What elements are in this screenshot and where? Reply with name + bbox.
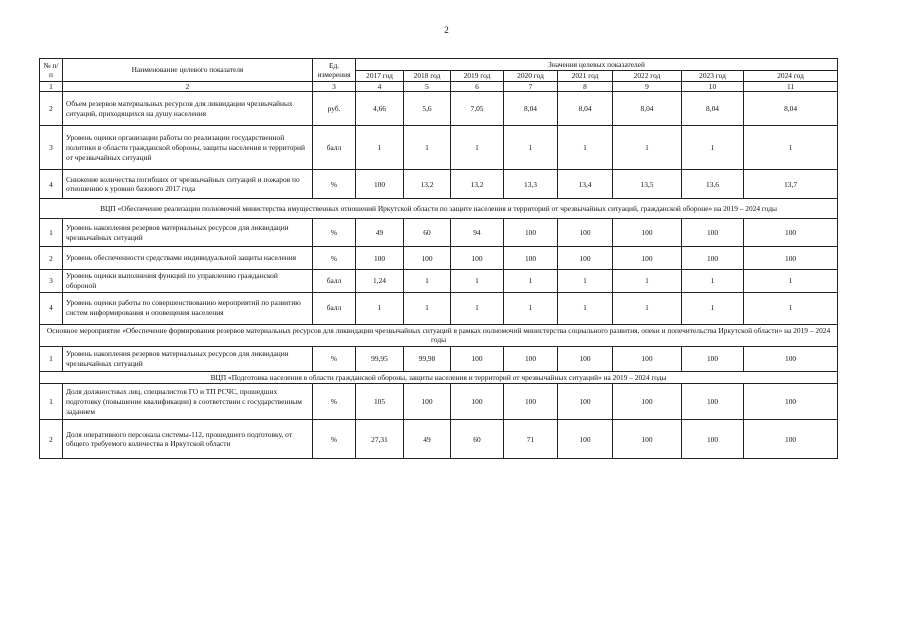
value-cell: 13,3 — [504, 170, 558, 199]
value-cell: 1 — [744, 292, 838, 324]
indicator-name: Объем резервов материальных ресурсов для ликвидации чрезвычайных ситуаций, приходящихся на душу населения — [63, 92, 313, 126]
value-cell: 1 — [682, 270, 744, 292]
value-cell: 100 — [451, 247, 504, 270]
value-cell: 105 — [356, 384, 404, 420]
column-numbers-row — [40, 82, 838, 92]
value-cell: 1 — [356, 292, 404, 324]
unit-cell: балл — [313, 126, 356, 170]
value-cell: 100 — [682, 384, 744, 420]
header-year: 2019 год — [451, 71, 504, 82]
value-cell: 100 — [504, 384, 558, 420]
column-number: 10 — [682, 82, 744, 92]
section-title: ВЦП «Обеспечение реализации полномочий министерства имущественных отношений Иркутской области по защите населения и территорий от чрезвычайных ситуаций, гражданской обороне» на 2019 – 2024 годы — [40, 199, 838, 219]
value-cell: 1 — [558, 126, 613, 170]
column-number: 8 — [558, 82, 613, 92]
header-year: 2021 год — [558, 71, 613, 82]
value-cell: 100 — [504, 247, 558, 270]
row-number: 2 — [40, 247, 63, 270]
column-number: 6 — [451, 82, 504, 92]
value-cell: 100 — [613, 420, 682, 459]
value-cell: 1 — [404, 292, 451, 324]
value-cell: 100 — [744, 346, 838, 371]
value-cell: 100 — [558, 346, 613, 371]
column-number: 9 — [613, 82, 682, 92]
indicator-name: Уровень накопления резервов материальных ресурсов для ликвидации чрезвычайных ситуаций — [63, 346, 313, 371]
value-cell: 13,4 — [558, 170, 613, 199]
value-cell: 71 — [504, 420, 558, 459]
section-row — [40, 324, 838, 346]
value-cell: 1 — [744, 126, 838, 170]
value-cell: 1 — [558, 292, 613, 324]
value-cell: 100 — [682, 420, 744, 459]
value-cell: 13,7 — [744, 170, 838, 199]
value-cell: 13,5 — [613, 170, 682, 199]
value-cell: 7,05 — [451, 92, 504, 126]
row-number: 2 — [40, 420, 63, 459]
unit-cell: балл — [313, 292, 356, 324]
header-year: 2024 год — [744, 71, 838, 82]
value-cell: 8,04 — [682, 92, 744, 126]
value-cell: 1 — [451, 292, 504, 324]
value-cell: 13,2 — [404, 170, 451, 199]
unit-cell: % — [313, 247, 356, 270]
indicator-name: Уровень обеспеченности средствами индивидуальной защиты населения — [63, 247, 313, 270]
value-cell: 100 — [613, 384, 682, 420]
indicator-name: Доля должностных лиц, специалистов ГО и ТП РСЧС, прошедших подготовку (повышение квалификации) в соответствии с государственным заданием — [63, 384, 313, 420]
indicator-name: Доля оперативного персонала системы-112, прошедшего подготовку, от общего требуемого количества в Иркутской области — [63, 420, 313, 459]
header-name: Наименование целевого показателя — [63, 59, 313, 82]
column-number: 5 — [404, 82, 451, 92]
value-cell: 100 — [504, 346, 558, 371]
indicator-row — [40, 346, 838, 371]
column-number: 4 — [356, 82, 404, 92]
value-cell: 100 — [682, 247, 744, 270]
indicator-row — [40, 126, 838, 170]
value-cell: 60 — [404, 219, 451, 247]
value-cell: 5,6 — [404, 92, 451, 126]
header-unit: Ед. измерения — [313, 59, 356, 82]
value-cell: 1 — [613, 126, 682, 170]
row-number: 1 — [40, 346, 63, 371]
header-num: № п/п — [40, 59, 63, 82]
row-number: 3 — [40, 126, 63, 170]
unit-cell: % — [313, 346, 356, 371]
value-cell: 100 — [451, 346, 504, 371]
row-number: 1 — [40, 219, 63, 247]
indicator-row — [40, 270, 838, 292]
indicator-row — [40, 219, 838, 247]
section-title: ВЦП «Подготовка населения в области гражданской обороны, защиты населения и территорий от чрезвычайных ситуаций» на 2019 – 2024 годы — [40, 371, 838, 384]
indicator-row — [40, 92, 838, 126]
value-cell: 8,04 — [558, 92, 613, 126]
header-year: 2020 год — [504, 71, 558, 82]
column-number: 1 — [40, 82, 63, 92]
section-row — [40, 199, 838, 219]
value-cell: 1 — [404, 126, 451, 170]
value-cell: 1 — [558, 270, 613, 292]
value-cell: 8,04 — [744, 92, 838, 126]
header-row — [40, 59, 838, 71]
section-title: Основное мероприятие «Обеспечение формирования резервов материальных ресурсов для ликвидации чрезвычайных ситуаций в рамках полномочий министерства социального развития, опеки и попечительства Иркутской области» на 2019 – 2024 годы — [40, 324, 838, 346]
value-cell: 100 — [682, 219, 744, 247]
indicator-name: Уровень оценки выполнения функций по управлению гражданской обороной — [63, 270, 313, 292]
indicator-row — [40, 420, 838, 459]
column-number: 3 — [313, 82, 356, 92]
row-number: 2 — [40, 92, 63, 126]
value-cell: 13,2 — [451, 170, 504, 199]
row-number: 4 — [40, 292, 63, 324]
value-cell: 100 — [404, 384, 451, 420]
value-cell: 100 — [744, 219, 838, 247]
value-cell: 1 — [613, 270, 682, 292]
column-number: 11 — [744, 82, 838, 92]
value-cell: 1,24 — [356, 270, 404, 292]
section-row — [40, 371, 838, 384]
indicators-table — [39, 58, 838, 459]
row-number: 1 — [40, 384, 63, 420]
value-cell: 1 — [451, 126, 504, 170]
indicator-name: Снижение количества погибших от чрезвычайных ситуаций и пожаров по отношению к уровню базового 2017 года — [63, 170, 313, 199]
value-cell: 100 — [744, 247, 838, 270]
unit-cell: % — [313, 219, 356, 247]
value-cell: 1 — [504, 292, 558, 324]
indicator-row — [40, 292, 838, 324]
value-cell: 60 — [451, 420, 504, 459]
value-cell: 100 — [356, 170, 404, 199]
header-year: 2022 год — [613, 71, 682, 82]
value-cell: 8,04 — [504, 92, 558, 126]
value-cell: 100 — [744, 420, 838, 459]
value-cell: 100 — [613, 247, 682, 270]
value-cell: 100 — [682, 346, 744, 371]
value-cell: 49 — [356, 219, 404, 247]
value-cell: 100 — [558, 247, 613, 270]
row-number: 3 — [40, 270, 63, 292]
value-cell: 100 — [558, 384, 613, 420]
value-cell: 1 — [682, 126, 744, 170]
value-cell: 1 — [356, 126, 404, 170]
value-cell: 99,95 — [356, 346, 404, 371]
value-cell: 1 — [451, 270, 504, 292]
value-cell: 100 — [356, 247, 404, 270]
unit-cell: балл — [313, 270, 356, 292]
value-cell: 8,04 — [613, 92, 682, 126]
indicator-name: Уровень накопления резервов материальных ресурсов для ликвидации чрезвычайных ситуаций — [63, 219, 313, 247]
unit-cell: руб. — [313, 92, 356, 126]
page-number: 2 — [444, 25, 449, 35]
indicator-row — [40, 384, 838, 420]
value-cell: 1 — [613, 292, 682, 324]
indicator-row — [40, 170, 838, 199]
value-cell: 99,98 — [404, 346, 451, 371]
unit-cell: % — [313, 384, 356, 420]
value-cell: 100 — [504, 219, 558, 247]
value-cell: 1 — [682, 292, 744, 324]
indicator-name: Уровень оценки организации работы по реализации государственной политики в области гражданской обороны, защиты населения и территорий от чрезвычайных ситуаций — [63, 126, 313, 170]
value-cell: 27,31 — [356, 420, 404, 459]
value-cell: 100 — [558, 219, 613, 247]
value-cell: 100 — [613, 219, 682, 247]
header-values-title: Значения целевых показателей — [356, 59, 838, 71]
value-cell: 1 — [404, 270, 451, 292]
value-cell: 100 — [558, 420, 613, 459]
value-cell: 100 — [451, 384, 504, 420]
value-cell: 13,6 — [682, 170, 744, 199]
unit-cell: % — [313, 170, 356, 199]
header-year: 2017 год — [356, 71, 404, 82]
value-cell: 100 — [404, 247, 451, 270]
indicator-name: Уровень оценки работы по совершенствованию мероприятий по развитию систем информирования и оповещения населения — [63, 292, 313, 324]
value-cell: 1 — [504, 270, 558, 292]
value-cell: 1 — [744, 270, 838, 292]
value-cell: 1 — [504, 126, 558, 170]
value-cell: 49 — [404, 420, 451, 459]
value-cell: 4,66 — [356, 92, 404, 126]
header-year: 2023 год — [682, 71, 744, 82]
column-number: 2 — [63, 82, 313, 92]
value-cell: 100 — [744, 384, 838, 420]
column-number: 7 — [504, 82, 558, 92]
value-cell: 100 — [613, 346, 682, 371]
value-cell: 94 — [451, 219, 504, 247]
row-number: 4 — [40, 170, 63, 199]
indicator-row — [40, 247, 838, 270]
unit-cell: % — [313, 420, 356, 459]
header-year: 2018 год — [404, 71, 451, 82]
